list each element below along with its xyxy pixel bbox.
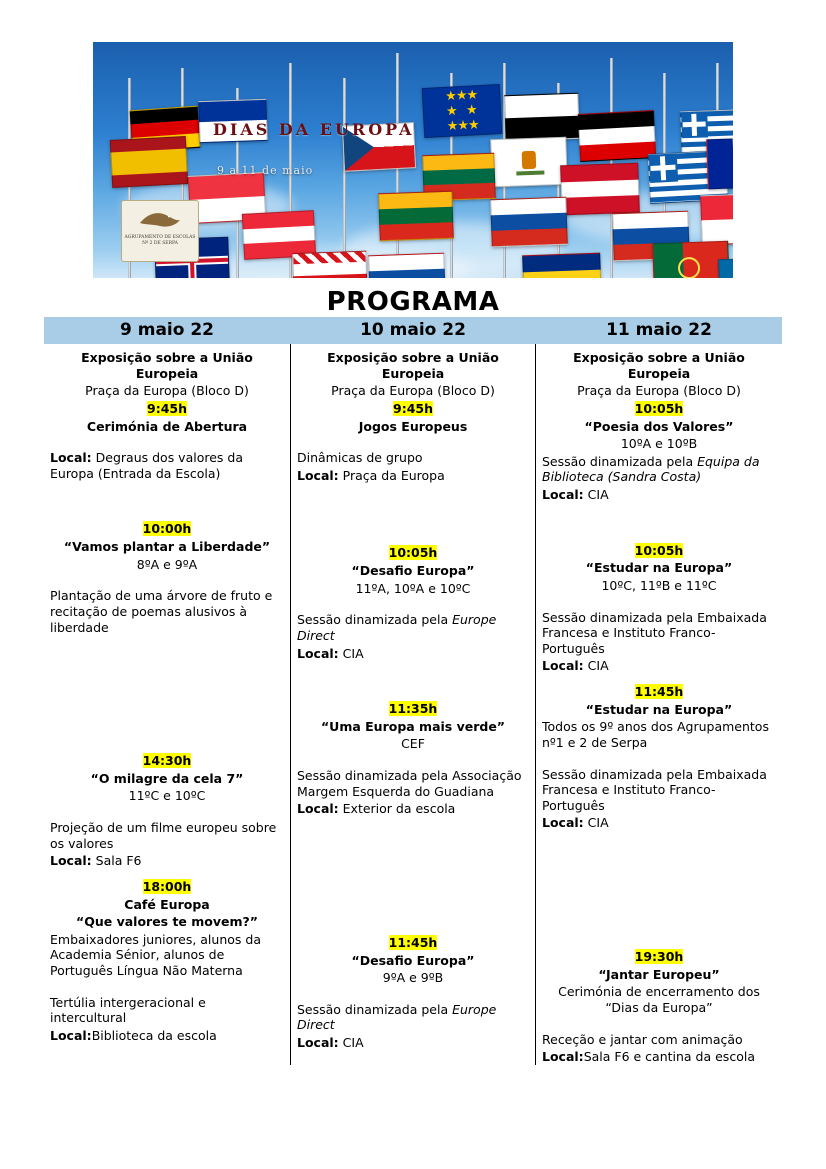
time-slot xyxy=(542,401,776,417)
event-detail: 9ºA e 9ºB xyxy=(382,970,444,986)
event-detail: Cerimónia de encerramento dos “Dias da Europa” xyxy=(558,984,760,1015)
organizer-prefix: Sessão dinamizada pela xyxy=(297,1001,453,1017)
programme-table xyxy=(44,317,782,1065)
time-highlight: 10:05h xyxy=(634,542,684,558)
event-location xyxy=(297,1035,529,1051)
event-detail: 10ºC, 11ºB e 11ºC xyxy=(601,577,717,593)
school-emblem xyxy=(121,200,199,262)
time-highlight: 10:05h xyxy=(388,545,438,561)
event-title: “Vamos plantar a Liberdade” xyxy=(63,539,271,554)
event-title: Café Europa xyxy=(124,896,210,912)
column-header-day3: 11 maio 22 xyxy=(606,320,712,340)
event-detail: Sessão dinamizada pela Embaixada Francesa e Instituto Franco-Português xyxy=(542,609,767,656)
event-organizer xyxy=(542,454,776,485)
event-detail: 10ºA e 10ºB xyxy=(620,436,698,452)
spacer xyxy=(297,483,529,535)
time-highlight: 10:00h xyxy=(142,521,192,537)
spacer xyxy=(542,831,776,939)
event-title: “Estudar na Europa” xyxy=(585,701,733,717)
location-label: Local: xyxy=(297,645,339,661)
time-slot xyxy=(297,701,529,717)
location-value: CIA xyxy=(583,815,609,831)
event-detail: Praça da Europa (Bloco D) xyxy=(577,383,741,399)
banner-image xyxy=(93,42,733,278)
time-highlight: 10:05h xyxy=(634,400,684,416)
location-label: Local: xyxy=(542,487,584,502)
spacer xyxy=(50,572,284,586)
column-header-day1: 9 maio 22 xyxy=(119,320,214,340)
event-detail: Embaixadores juniores, alunos da Academia Sénior, alunos de Português Língua Não Materna xyxy=(50,931,261,978)
time-slot xyxy=(542,949,776,965)
banner-title: DIAS DA EUROPA xyxy=(213,120,415,139)
time-slot xyxy=(50,753,284,769)
event-location xyxy=(297,646,529,662)
event-title: “Uma Europa mais verde” xyxy=(320,718,506,734)
spacer xyxy=(542,751,776,765)
location-value: Praça da Europa xyxy=(338,467,445,483)
event-detail: Sessão dinamizada pela Associação Margem Esquerda do Guadiana xyxy=(297,768,522,799)
spacer xyxy=(50,481,284,511)
event-location xyxy=(297,468,529,484)
location-value: CIA xyxy=(583,658,609,674)
time-highlight: 11:35h xyxy=(388,701,438,717)
page-title: PROGRAMA xyxy=(326,287,500,317)
event-detail: Praça da Europa (Bloco D) xyxy=(85,383,249,399)
event-detail: Tertúlia intergeracional e intercultural xyxy=(50,994,206,1026)
organizer-name: Equipa da Biblioteca (Sandra Costa) xyxy=(542,453,760,485)
time-highlight: 11:45h xyxy=(634,684,684,699)
event-location xyxy=(50,853,284,869)
banner-subtitle: 9 a 11 de maio xyxy=(217,164,314,177)
event-title: “Que valores te movem?” xyxy=(76,914,258,930)
flags-banner: ★★★ ★ ★ ★★★ DIAS DA EUROPA 9 a 11 de maio AGRUPAMENTO DE ESCOLAS Nº 2 DE SERPA xyxy=(93,42,733,278)
bird-icon xyxy=(138,209,182,231)
event-title: Exposição sobre a União Europeia xyxy=(573,350,745,381)
event-detail: 11ºC e 10ºC xyxy=(128,788,206,804)
spacer xyxy=(50,635,284,743)
location-label: Local: xyxy=(542,1049,584,1065)
event-detail: Plantação de uma árvore de fruto e recitação de poemas alusivos à liberdade xyxy=(50,588,273,635)
event-organizer xyxy=(297,612,529,643)
spacer xyxy=(542,1016,776,1030)
event-title: “O milagre da cela 7” xyxy=(90,770,244,786)
event-detail: Sessão dinamizada pela Embaixada Francesa e Instituto Franco-Português xyxy=(542,766,767,813)
event-detail: Receção e jantar com animação xyxy=(542,1031,743,1047)
location-value: CIA xyxy=(583,487,609,502)
time-slot xyxy=(50,401,284,417)
event-title: “Jantar Europeu” xyxy=(598,966,720,982)
event-title: “Poesia dos Valores” xyxy=(584,418,734,434)
event-detail: Todos os 9º anos dos Agrupamentos nº1 e 2 de Serpa xyxy=(542,719,769,750)
location-value: Sala F6 xyxy=(91,853,142,869)
table-header-row xyxy=(44,317,782,344)
column-header-day2: 10 maio 22 xyxy=(360,320,466,340)
table-body-row xyxy=(44,344,782,1065)
spacer xyxy=(542,594,776,608)
event-location xyxy=(542,658,776,674)
location-value: CIA xyxy=(338,645,364,661)
event-location xyxy=(50,1028,284,1044)
organizer-prefix: Sessão dinamizada pela xyxy=(297,612,453,628)
time-highlight: 14:30h xyxy=(142,753,192,769)
location-label: Local: xyxy=(542,815,584,831)
event-location xyxy=(50,450,284,481)
event-detail: Praça da Europa (Bloco D) xyxy=(331,383,495,399)
event-title: Jogos Europeus xyxy=(358,418,468,434)
location-label: Local: xyxy=(297,801,339,817)
location-value: Degraus dos valores da Europa (Entrada da Escola) xyxy=(50,450,243,481)
event-location xyxy=(542,487,776,503)
location-value: Biblioteca da escola xyxy=(91,1027,217,1043)
location-value: Exterior da escola xyxy=(338,801,456,817)
time-slot xyxy=(297,401,529,417)
location-label: Local: xyxy=(297,467,339,483)
spacer xyxy=(297,434,529,448)
spacer xyxy=(297,661,529,691)
time-slot xyxy=(542,684,776,700)
time-slot xyxy=(50,521,284,537)
time-highlight: 19:30h xyxy=(634,949,684,964)
location-value: CIA xyxy=(338,1035,364,1050)
event-title: Exposição sobre a União Europeia xyxy=(81,350,253,381)
event-title: “Estudar na Europa” xyxy=(585,560,733,576)
organizer-name: Europe Direct xyxy=(297,612,497,643)
location-label: Local: xyxy=(50,450,92,466)
spacer xyxy=(50,804,284,818)
spacer xyxy=(50,434,284,448)
event-title: “Desafio Europa” xyxy=(351,563,475,578)
location-label: Local: xyxy=(50,853,92,869)
time-slot xyxy=(50,879,284,895)
emblem-text: AGRUPAMENTO DE ESCOLAS Nº 2 DE SERPA xyxy=(124,235,196,246)
spacer xyxy=(297,986,529,1000)
location-label: Local: xyxy=(50,1027,92,1043)
time-highlight: 9:45h xyxy=(393,400,433,416)
event-title: “Desafio Europa” xyxy=(351,952,475,968)
time-highlight: 9:45h xyxy=(147,400,187,416)
event-location xyxy=(542,1049,776,1065)
event-location xyxy=(297,801,529,817)
spacer xyxy=(297,596,529,610)
event-detail: CEF xyxy=(401,736,425,752)
time-highlight: 18:00h xyxy=(142,878,192,894)
event-title: Exposição sobre a União Europeia xyxy=(327,350,499,381)
time-highlight: 11:45h xyxy=(388,934,438,950)
spacer xyxy=(50,979,284,993)
organizer-prefix: Sessão dinamizada pela xyxy=(542,453,698,469)
spacer xyxy=(297,752,529,766)
event-organizer xyxy=(297,1002,529,1033)
column-day3 xyxy=(536,344,782,1065)
location-label: Local: xyxy=(297,1035,339,1050)
event-detail: 8ºA e 9ºA xyxy=(136,556,198,572)
time-slot xyxy=(542,543,776,559)
time-slot xyxy=(297,545,529,561)
event-detail: 11ºA, 10ºA e 10ºC xyxy=(355,580,471,596)
event-title: Cerimónia de Abertura xyxy=(86,418,248,434)
location-value: Sala F6 e cantina da escola xyxy=(583,1049,755,1065)
column-day1 xyxy=(44,344,290,1065)
column-day2 xyxy=(290,344,536,1065)
spacer xyxy=(542,503,776,533)
time-slot xyxy=(297,935,529,951)
event-detail: Dinâmicas de grupo xyxy=(297,450,423,466)
event-location xyxy=(542,815,776,831)
organizer-name: Europe Direct xyxy=(297,1001,497,1033)
spacer xyxy=(297,817,529,925)
location-label: Local: xyxy=(542,658,584,674)
event-detail: Projeção de um filme europeu sobre os valores xyxy=(50,820,277,851)
